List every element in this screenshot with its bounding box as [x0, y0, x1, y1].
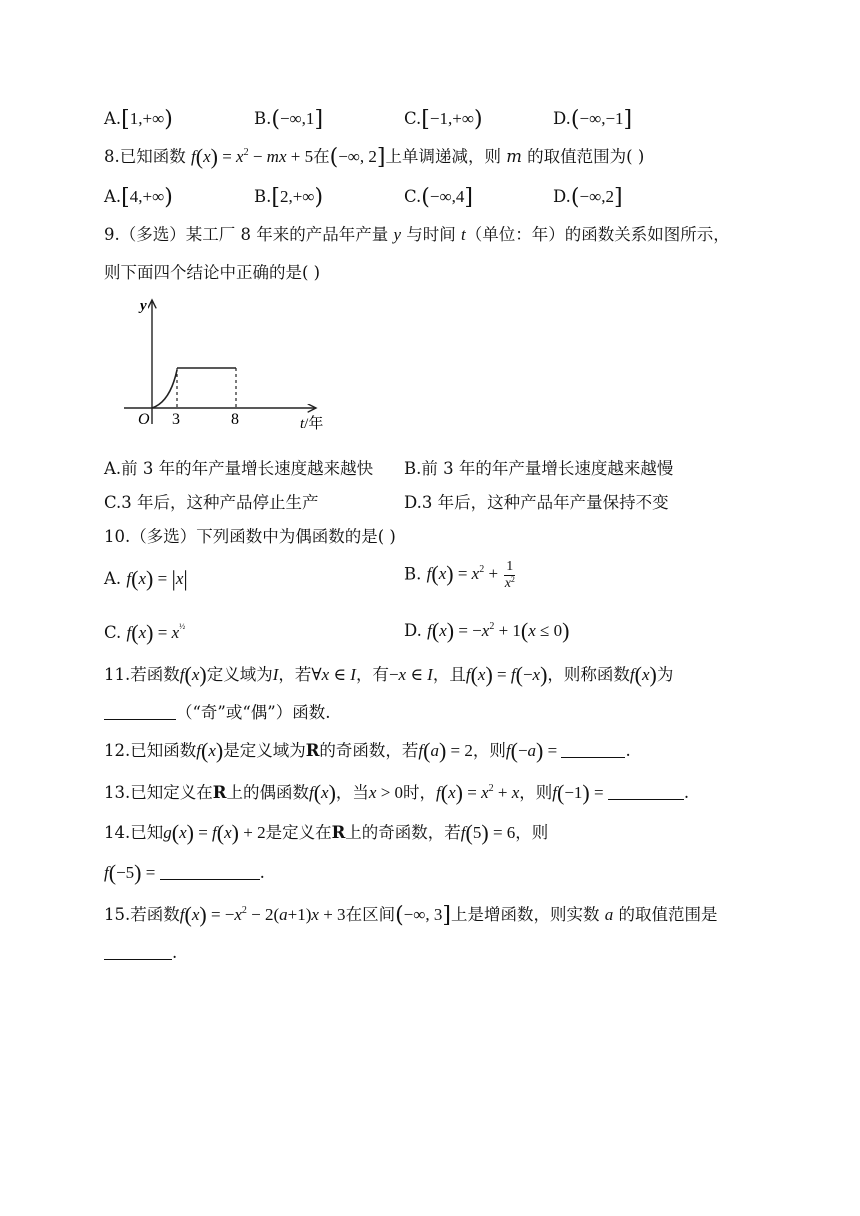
- q10-option-a: A. f(x) = |x|: [104, 566, 188, 591]
- q15-answer-blank[interactable]: [104, 945, 172, 960]
- q10-option-b: B. $f(x) = x^2$ + $\frac{1}{x^2}$: [404, 559, 515, 591]
- q10-stem: 10.（多选）下列函数中为偶函数的是( ): [104, 527, 396, 546]
- q9-graph-tick-8: 8: [231, 411, 239, 428]
- q12-stem: 12.已知函数f(x)是定义域为R的奇函数，若f(a) = 2，则f(−a) = .: [104, 738, 631, 763]
- q10-option-c: C. $f(x) = x^{\frac{1}{2}}$: [104, 620, 186, 645]
- q11-stem-line1: 11.若函数f(x)定义域为I，若∀x ∈ I，有−x ∈ I，且f(x) = f(−x)，则称函数f(x)为: [104, 662, 674, 687]
- q10-option-d: D. $f(x) = -x^2 + 1(x \le 0)$: [404, 618, 570, 643]
- q9-graph-origin: O: [138, 411, 150, 428]
- q14-answer-blank[interactable]: [160, 865, 260, 880]
- q9-stem-line2: 则下面四个结论中正确的是( ): [104, 263, 321, 282]
- q9-graph-y-label: y: [140, 298, 147, 314]
- q13-answer-blank[interactable]: [608, 785, 684, 800]
- q7-option-c: C.[−1,+∞): [404, 107, 483, 132]
- q9-graph: [118, 292, 338, 438]
- q8-stem: 8.已知函数 $f(x) = x^2$ − mx + 5在(−∞, 2]上单调递减，则 m 的取值范围为( ): [104, 144, 645, 170]
- q15-stem-line1: 15.若函数$f(x) = -x^2 - 2(a+1)x + 3$在区间(−∞, 3]上是增函数，则实数 a 的取值范围是: [104, 902, 718, 928]
- q9-option-c: C.3 年后，这种产品停止生产: [104, 493, 319, 512]
- q9-stem-line1: 9.（多选）某工厂 8 年来的产品年产量 y 与时间 t（单位：年）的函数关系如图所示，: [104, 225, 730, 244]
- q15-stem-line2: .: [104, 942, 177, 964]
- q8-option-a: A.[4,+∞): [104, 185, 173, 210]
- q8-option-b: B.[2,+∞): [254, 185, 324, 210]
- q9-option-d: D.3 年后，这种产品年产量保持不变: [404, 493, 669, 512]
- q9-graph-curve: [152, 370, 177, 408]
- q14-stem-line2: f(−5) = .: [104, 860, 265, 885]
- q11-stem-line2: （“奇”或“偶”）函数.: [104, 702, 331, 724]
- q9-option-b: B.前 3 年的年产量增长速度越来越慢: [404, 459, 674, 478]
- q7-option-d: D.(−∞,−1]: [553, 107, 633, 132]
- q7-option-b: B.(−∞,1]: [254, 107, 324, 132]
- q11-answer-blank[interactable]: [104, 705, 176, 720]
- q7-option-a: A.[1,+∞): [104, 107, 173, 132]
- q9-graph-tick-3: 3: [172, 411, 180, 428]
- q9-graph-t-label: t/年: [300, 416, 324, 432]
- q13-stem: 13.已知定义在R上的偶函数f(x)，当x > 0时，$f(x) = x^2 + x$，则f(−1) = .: [104, 780, 690, 805]
- q14-stem-line1: 14.已知g(x) = f(x) + 2是定义在R上的奇函数，若f(5) = 6，则: [104, 820, 549, 845]
- q9-option-a: A.前 3 年的年产量增长速度越来越快: [104, 459, 374, 478]
- q8-option-c: C.(−∞,4]: [404, 185, 473, 210]
- q12-answer-blank[interactable]: [561, 743, 625, 758]
- q8-option-d: D.(−∞,2]: [553, 185, 623, 210]
